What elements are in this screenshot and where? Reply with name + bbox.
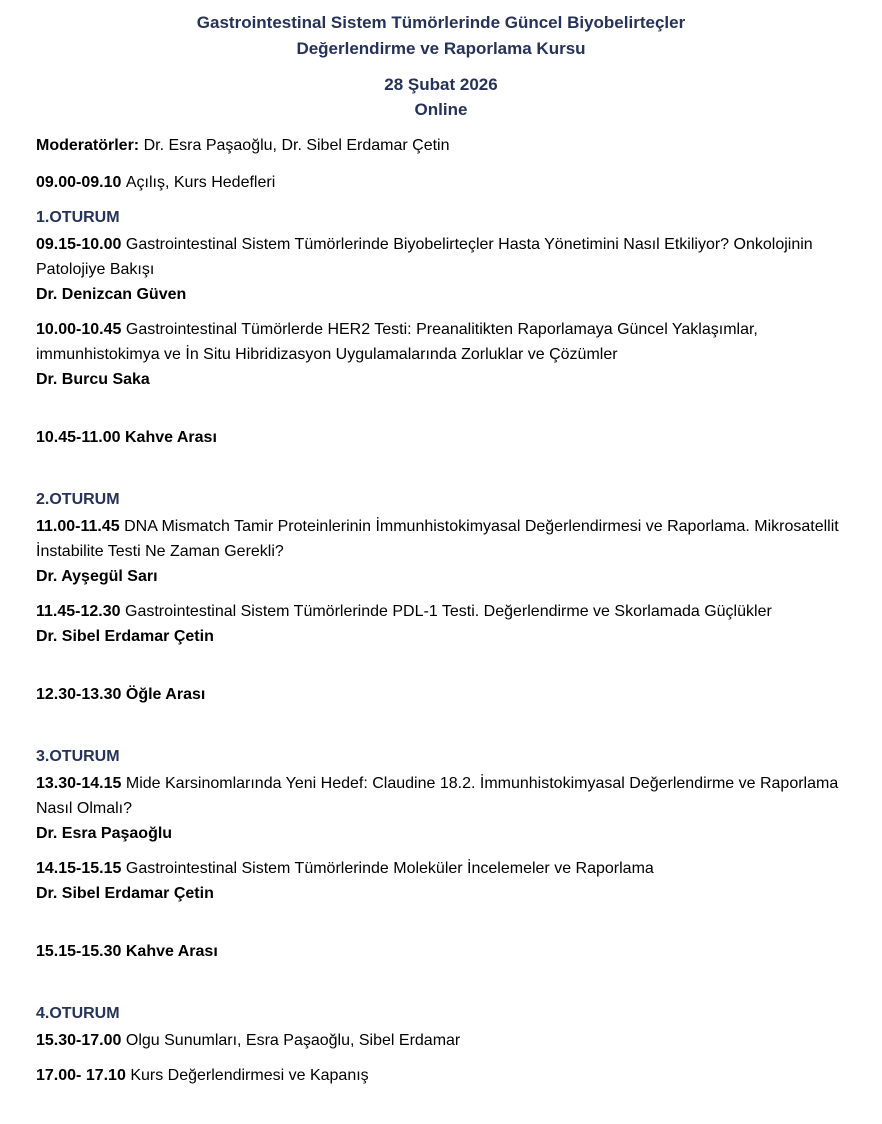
talk-speaker: Dr. Ayşegül Sarı — [36, 568, 158, 585]
break-time: 12.30-13.30 — [36, 686, 122, 703]
break-time: 15.15-15.30 — [36, 943, 122, 960]
break-entry-coffee-2 — [36, 939, 846, 964]
talk-title: Gastrointestinal Sistem Tümörlerinde Moleküler İncelemeler ve Raporlama — [125, 860, 654, 877]
item-title: Açılış, Kurs Hedefleri — [125, 174, 276, 191]
talk-speaker: Dr. Sibel Erdamar Çetin — [36, 628, 214, 645]
talk-speaker: Dr. Burcu Saka — [36, 371, 150, 388]
course-date: 28 Şubat 2026 — [384, 75, 498, 94]
session-heading-2: 2.OTURUM — [36, 491, 120, 508]
item-time: 17.00- 17.10 — [36, 1067, 126, 1084]
item-time: 09.00-09.10 — [36, 174, 122, 191]
item-title: Olgu Sunumları, Esra Paşaoğlu, Sibel Erdamar — [125, 1032, 461, 1049]
course-title — [36, 10, 846, 62]
break-time: 10.45-11.00 — [36, 429, 121, 446]
talk-time: 10.00-10.45 — [36, 321, 122, 338]
talk-title: Gastrointestinal Tümörlerde HER2 Testi: Preanalitikten Raporlamaya Güncel Yaklaşımlar, immunhistokimya ve İn Situ Hibridizasyon Uygulamalarında Zorluklar ve Çözümler — [36, 321, 758, 363]
moderators-names: Dr. Esra Paşaoğlu, Dr. Sibel Erdamar Çetin — [143, 137, 450, 154]
course-title-line1: Gastrointestinal Sistem Tümörlerinde Güncel Biyobelirteçler — [196, 13, 686, 32]
session-heading-3: 3.OTURUM — [36, 748, 120, 765]
course-format: Online — [414, 100, 468, 119]
talk-entry — [36, 856, 846, 906]
break-entry-lunch — [36, 682, 846, 707]
break-entry-coffee-1 — [36, 425, 846, 450]
course-title-line2: Değerlendirme ve Raporlama Kursu — [296, 39, 586, 58]
talk-entry — [36, 317, 846, 392]
moderators-line — [36, 133, 846, 158]
schedule-item-closing — [36, 1063, 846, 1088]
talk-speaker: Dr. Esra Paşaoğlu — [36, 825, 173, 842]
schedule-item-case-presentations — [36, 1028, 846, 1053]
talk-time: 11.00-11.45 — [36, 518, 120, 535]
talk-time: 13.30-14.15 — [36, 775, 122, 792]
talk-time: 14.15-15.15 — [36, 860, 122, 877]
talk-speaker: Dr. Denizcan Güven — [36, 286, 187, 303]
session-heading-1: 1.OTURUM — [36, 209, 120, 226]
talk-time: 09.15-10.00 — [36, 236, 122, 253]
talk-title: Gastrointestinal Sistem Tümörlerinde Biyobelirteçler Hasta Yönetimini Nasıl Etkiliyor? Onkolojinin Patolojiye Bakışı — [36, 236, 813, 278]
talk-entry — [36, 514, 846, 589]
break-label: Öğle Arası — [125, 686, 206, 703]
break-label: Kahve Arası — [125, 429, 217, 446]
talk-speaker: Dr. Sibel Erdamar Çetin — [36, 885, 214, 902]
course-date-block — [36, 72, 846, 122]
item-time: 15.30-17.00 — [36, 1032, 122, 1049]
item-title: Kurs Değerlendirmesi ve Kapanış — [130, 1067, 369, 1084]
talk-time: 11.45-12.30 — [36, 603, 121, 620]
session-heading-4: 4.OTURUM — [36, 1005, 120, 1022]
moderators-label: Moderatörler: — [36, 137, 140, 154]
talk-title: DNA Mismatch Tamir Proteinlerinin İmmunhistokimyasal Değerlendirmesi ve Raporlama. Mikrosatellit İnstabilite Testi Ne Zaman Gerekli? — [36, 518, 839, 560]
talk-entry — [36, 771, 846, 846]
talk-entry — [36, 232, 846, 307]
break-label: Kahve Arası — [125, 943, 218, 960]
talk-entry — [36, 599, 846, 649]
schedule-item-opening — [36, 170, 846, 195]
talk-title: Mide Karsinomlarında Yeni Hedef: Claudine 18.2. İmmunhistokimyasal Değerlendirme ve Raporlama Nasıl Olmalı? — [36, 775, 839, 817]
talk-title: Gastrointestinal Sistem Tümörlerinde PDL-1 Testi. Değerlendirme ve Skorlamada Güçlükler — [125, 603, 772, 620]
